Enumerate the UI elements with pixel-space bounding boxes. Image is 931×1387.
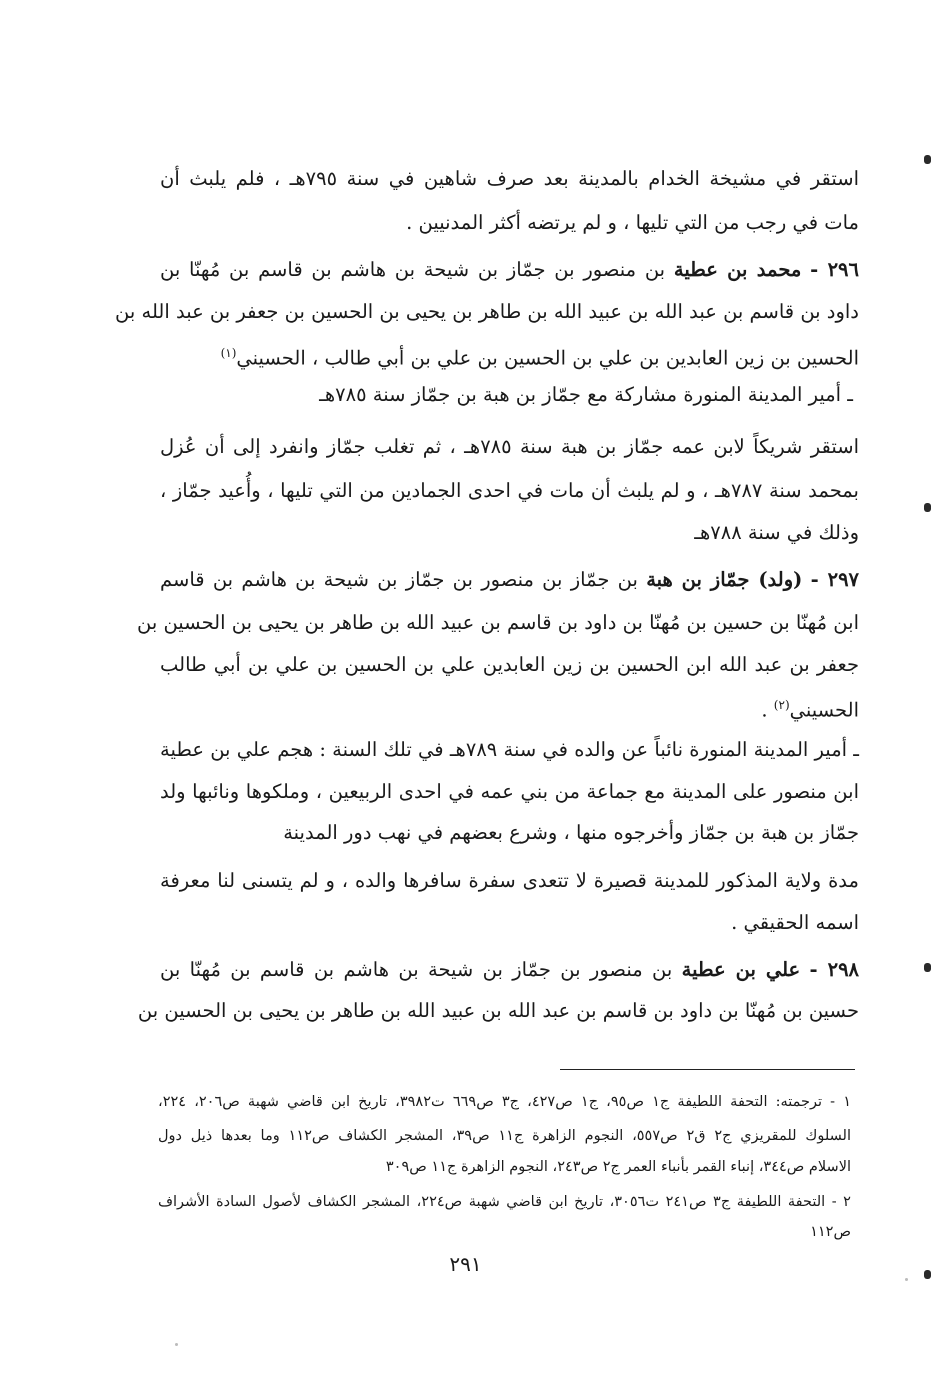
entry-name: (ولد) جمّاز بن هبة [646, 568, 803, 591]
text-line: داود بن قاسم بن عبد الله بن عبيد الله بن طاهر بن يحيى بن الحسين بن جعفر بن عبد الله بن [115, 300, 859, 323]
scan-speck [175, 1343, 178, 1346]
page-number: ٢٩١ [449, 1252, 482, 1276]
entry-lineage: بن جمّاز بن منصور بن جمّاز بن شيحة بن هاشم بن قاسم [160, 568, 638, 591]
text-line: جعفر بن عبد الله ابن الحسين بن زين العابدين علي بن الحسين بن علي بن أبي طالب [160, 653, 859, 676]
text-line: مدة ولاية المذكور للمدينة قصيرة لا تتعدى سفرة سافرها والده ، و لم يتسنى لنا معرفة [160, 869, 859, 892]
text-line [160, 690, 859, 726]
text-line: مات في رجب من التي تليها ، و لم يرتضه أكثر المدنيين . [406, 211, 859, 234]
scan-mark [924, 963, 931, 972]
footnote: ١ - ترجمته: التحفة اللطيفة ج١ ص٩٥، ج١ ص٤٢٧، ج٣ ص٦٦٩ ت٣٩٨٢، تاريخ ابن قاضي شهبة ص٢٠٦، ٢٢٤، [158, 1094, 852, 1110]
entry-role: ـ أمير المدينة المنورة مشاركة مع جمّاز بن هبة بن جمّاز سنة ٧٨٥هـ [319, 383, 853, 406]
entry-lineage-end: الحسين بن زين العابدين بن علي بن الحسين بن علي بن أبي طالب ، الحسيني [236, 346, 859, 370]
text-line: وذلك في سنة ٧٨٨هـ [694, 521, 859, 544]
entry-heading [160, 565, 859, 595]
text-line: اسمه الحقيقي . [731, 911, 859, 934]
punctuation: . [761, 698, 774, 722]
entry-number: ٢٩٨ - [809, 958, 860, 981]
entry-lineage: بن منصور بن جمّاز بن شيحة بن هاشم بن قاسم بن مُهنّا بن [160, 958, 673, 981]
footnote: ٢ - التحفة اللطيفة ج٣ ص٢٤١ ت٣٠٥٦، تاريخ ابن قاضي شهبة ص٢٢٤، المشجر الكشاف لأصول السادة الأشراف [158, 1194, 851, 1210]
footnote: الاسلام ص٣٤٤، إنباء القمر بأنباء العمر ج٢ ص٢٤٣، النجوم الزاهرة ج١١ ص٣٠٩ [385, 1159, 851, 1175]
entry-heading [160, 255, 859, 285]
text-line: جمّاز بن هبة بن جمّاز وأخرجوه منها ، وشرع بعضهم في نهب دور المدينة [283, 821, 859, 844]
entry-role: ـ أمير المدينة المنورة نائباً عن والده في سنة ٧٨٩هـ في تلك السنة : هجم علي بن عطية [160, 738, 860, 761]
entry-name: علي بن عطية [681, 958, 801, 981]
entry-number: ٢٩٧ - [810, 568, 860, 591]
footnote: ص١١٢ [810, 1224, 851, 1240]
scan-mark [924, 1270, 931, 1279]
scan-speck [905, 1278, 908, 1281]
text-line [160, 338, 859, 374]
text-line: ابن منصور على المدينة مع جماعة من بني عمه في احدى الربيعين ، وملكوها ونائبها ولد [160, 780, 859, 803]
footnote-separator [560, 1069, 855, 1070]
entry-lineage: بن منصور بن جمّاز بن شيحة بن هاشم بن قاسم بن مُهنّا بن [160, 258, 666, 281]
entry-name: محمد بن عطية [673, 258, 802, 281]
text-line: ابن مُهنّا بن حسين بن مُهنّا بن داود بن قاسم بن عبيد الله بن طاهر بن يحيى بن الحسين بن [136, 611, 859, 634]
scan-mark [924, 503, 931, 512]
footnote: السلوك للمقريزي ج٢ ق٢ ص٥٥٧، النجوم الزاهرة ج١١ ص٣٩، المشجر الكشاف ص١١٢ وما بعدها ذيل دول [158, 1128, 852, 1144]
text-line: حسين بن مُهنّا بن داود بن قاسم بن عبد الله بن عبيد الله بن طاهر بن يحيى بن الحسين بن [137, 999, 859, 1022]
text-line: بمحمد سنة ٧٨٧هـ ، و لم يلبث أن مات في احدى الجمادين من التي تليها ، وأُعيد جمّاز ، [160, 479, 859, 502]
text-line: استقر في مشيخة الخدام بالمدينة بعد صرف شاهين في سنة ٧٩٥هـ ، فلم يلبث أن [160, 167, 860, 190]
footnote-ref[interactable]: (٢) [773, 698, 790, 712]
scan-mark [924, 155, 931, 164]
entry-number: ٢٩٦ - [810, 258, 859, 281]
entry-heading [160, 955, 859, 985]
entry-lineage-end: الحسيني [789, 698, 859, 722]
footnote-ref[interactable]: (١) [220, 346, 237, 360]
text-line: استقر شريكاً لابن عمه جمّاز بن هبة سنة ٧٨٥هـ ، ثم تغلب جمّاز وانفرد إلى أن عُزل [160, 435, 859, 458]
